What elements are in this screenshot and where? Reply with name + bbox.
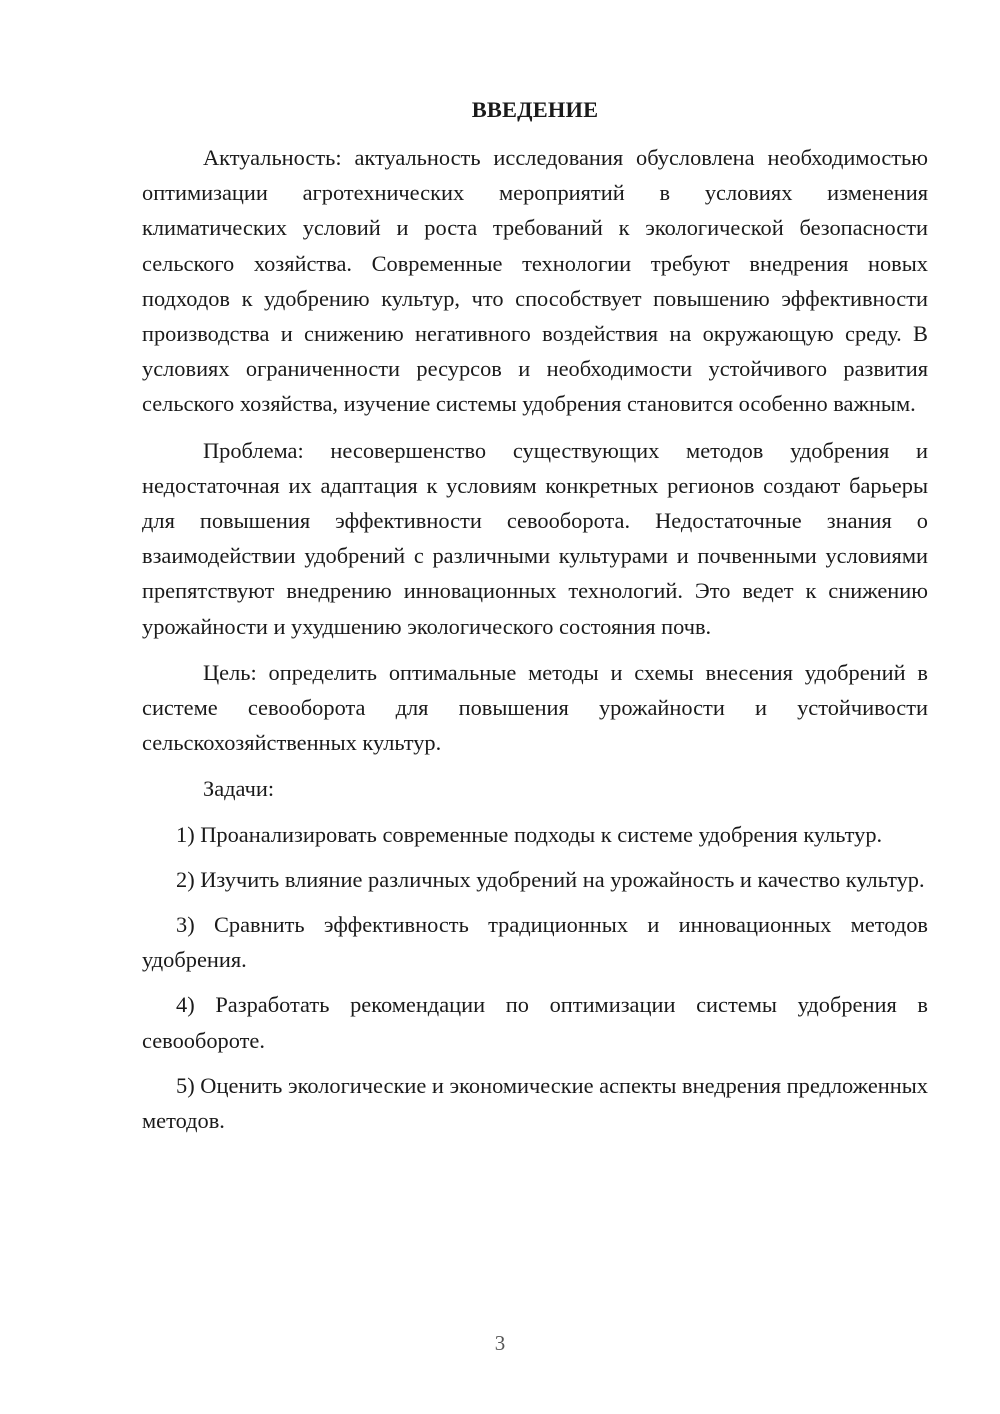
task-item-4: 4) Разработать рекомендации по оптимизации системы удобрения в севообороте. xyxy=(142,992,928,1053)
task-item-2: 2) Изучить влияние различных удобрений на урожайность и качество культур. xyxy=(176,866,925,892)
task-item-5: 5) Оценить экологические и экономические аспекты внедрения предложенных методов. xyxy=(142,1072,928,1134)
section-heading: ВВЕДЕНИЕ xyxy=(471,97,599,122)
goal-paragraph: Цель: определить оптимальные методы и схемы внесения удобрений в системе севооборота для повышения урожайности и устойчивости сельскохозяйственных культур. xyxy=(142,659,928,756)
page-number: 3 xyxy=(494,1331,506,1355)
task-item-1: 1) Проанализировать современные подходы к системе удобрения культур. xyxy=(176,821,883,847)
document-page xyxy=(142,92,928,1148)
relevance-paragraph: Актуальность: актуальность исследования обусловлена необходимостью оптимизации агротехнических мероприятий в условиях изменения климатических условий и роста требований к экологической безопасности сельского хозяйства. Современные технологии требуют внедрения новых подходов к удобрению культур, что способствует повышению эффективности производства и снижению негативного воздействия на окружающую среду. В условиях ограниченности ресурсов и необходимости устойчивого развития сельского хозяйства, изучение системы удобрения становится особенно важным. xyxy=(142,145,928,417)
problem-paragraph: Проблема: несовершенство существующих методов удобрения и недостаточная их адаптация к условиям конкретных регионов создают барьеры для повышения эффективности севооборота. Недостаточные знания о взаимодействии удобрений с различными культурами и почвенными условиями препятствуют внедрению инновационных технологий. Это ведет к снижению урожайности и ухудшению экологического состояния почв. xyxy=(142,437,928,639)
task-item-3: 3) Сравнить эффективность традиционных и инновационных методов удобрения. xyxy=(142,912,928,973)
tasks-label: Задачи: xyxy=(203,776,275,802)
